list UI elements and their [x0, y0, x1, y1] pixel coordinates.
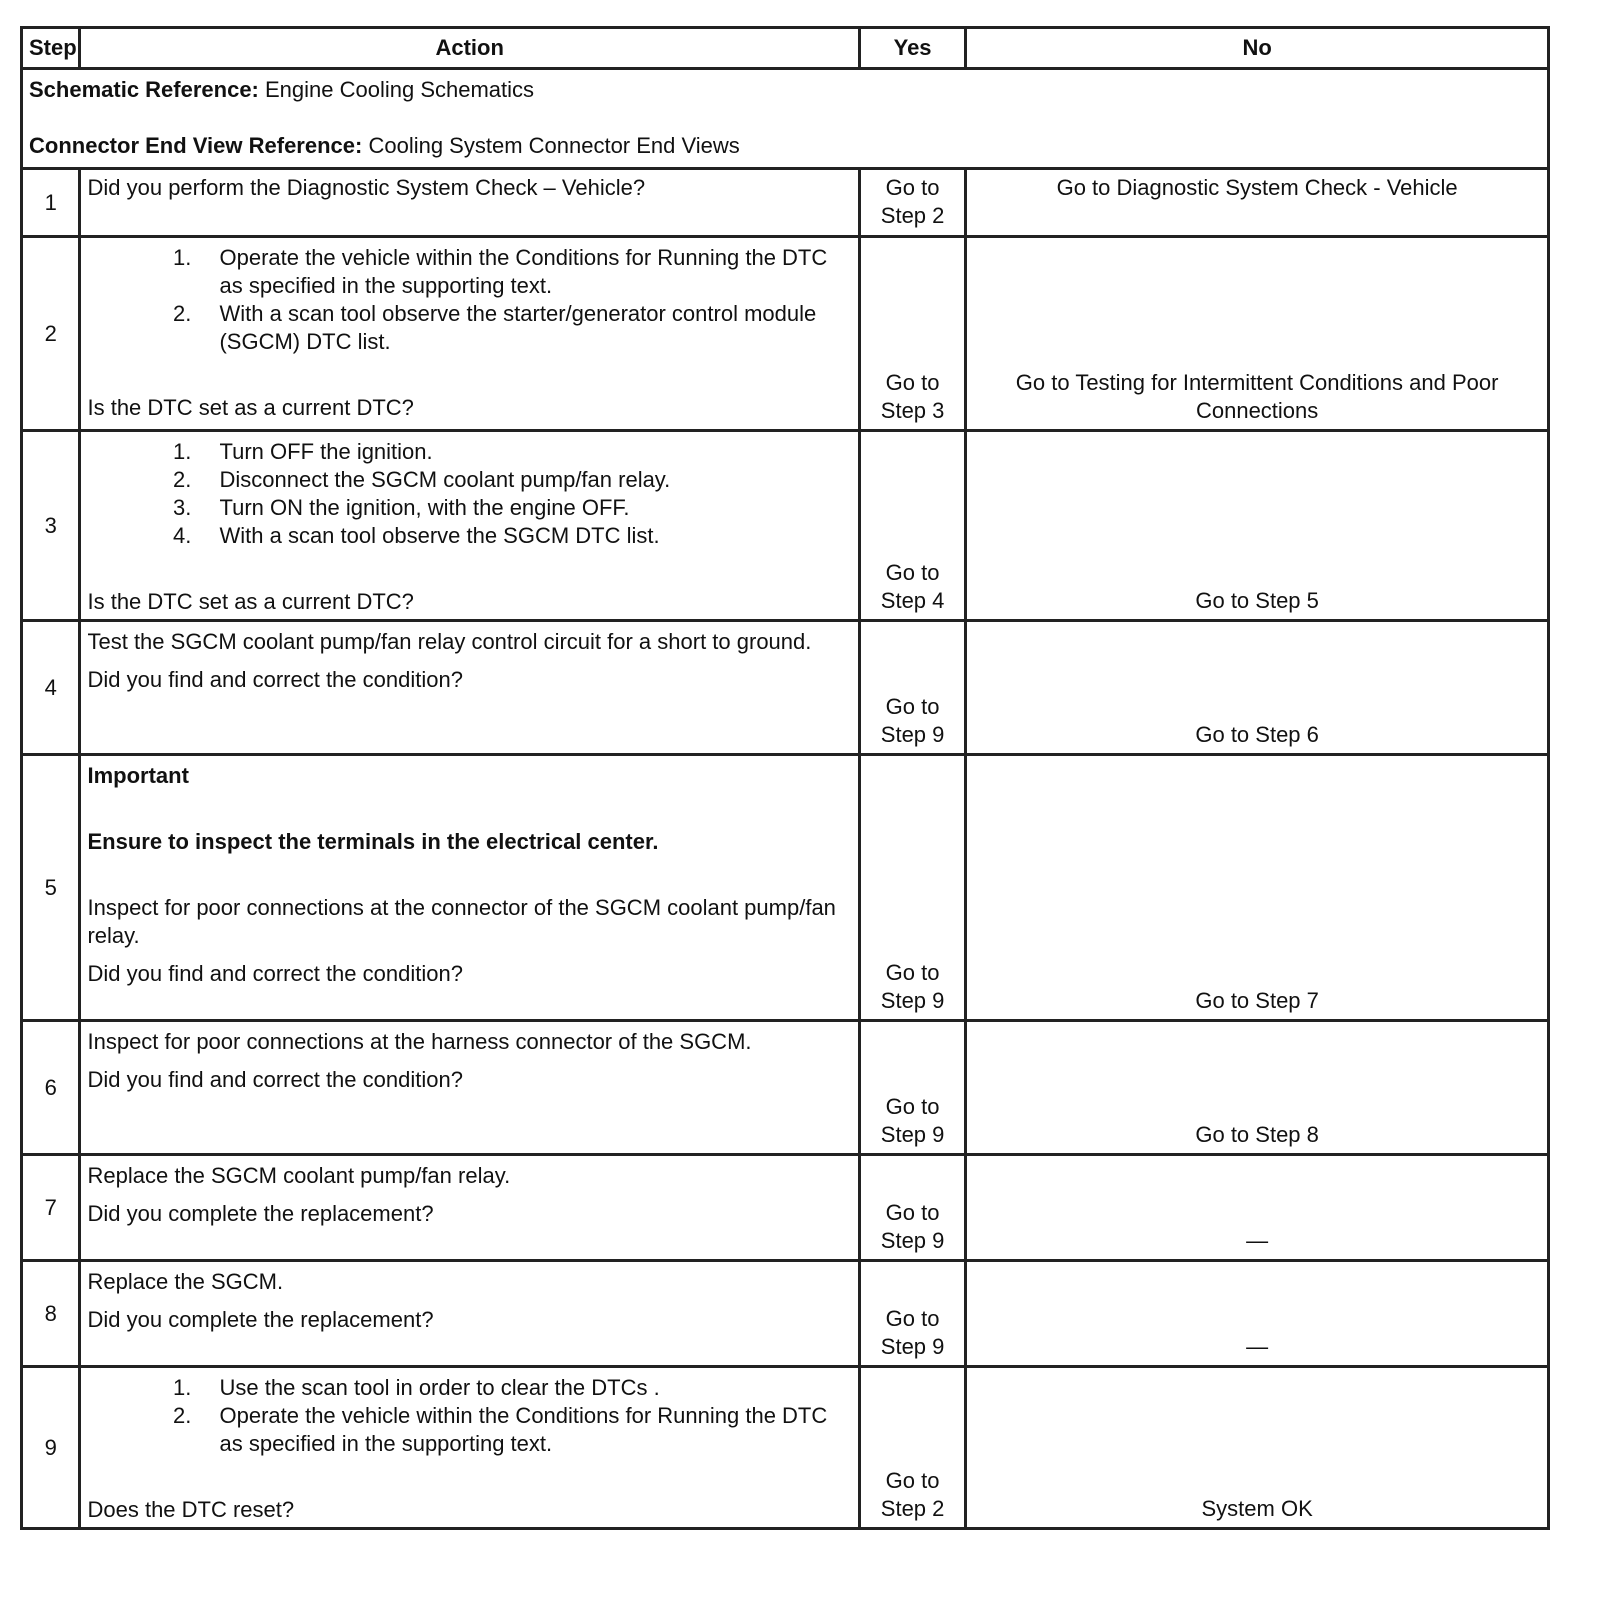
table-row [22, 169, 1549, 237]
action-question: Is the DTC set as a current DTC? [87, 395, 414, 420]
table-row [22, 1367, 1549, 1529]
step-number: 6 [22, 1021, 80, 1155]
yes-cell: Go to Step 9 [859, 1155, 965, 1261]
table-row [22, 1261, 1549, 1367]
no-cell: — [966, 1155, 1549, 1261]
action-cell [80, 621, 859, 755]
list-item: 1. Turn OFF the ignition. [197, 438, 851, 466]
schematic-reference [29, 76, 1541, 104]
diagnostic-table [20, 26, 1550, 1530]
connector-reference-value: Cooling System Connector End Views [362, 133, 740, 158]
step-number: 7 [22, 1155, 80, 1261]
action-question: Is the DTC set as a current DTC? [87, 589, 414, 614]
list-item: 1. Operate the vehicle within the Conditions for Running the DTC as specified in the supporting text. [197, 244, 851, 300]
yes-cell: Go to Step 9 [859, 1021, 965, 1155]
reference-row [22, 69, 1549, 169]
important-heading: Important [87, 763, 189, 788]
yes-cell: Go to Step 9 [859, 621, 965, 755]
table-row [22, 237, 1549, 431]
no-cell: Go to Step 5 [966, 431, 1549, 621]
action-cell [80, 237, 859, 431]
list-item: 2. With a scan tool observe the starter/generator control module (SGCM) DTC list. [197, 300, 851, 356]
no-cell: Go to Step 7 [966, 755, 1549, 1021]
table-row [22, 755, 1549, 1021]
schematic-reference-value: Engine Cooling Schematics [258, 77, 535, 102]
list-item: 4. With a scan tool observe the SGCM DTC list. [197, 522, 851, 550]
action-cell: Did you perform the Diagnostic System Check – Vehicle? [80, 169, 859, 237]
step-number: 8 [22, 1261, 80, 1367]
action-question: Did you complete the replacement? [87, 1201, 434, 1226]
action-question: Did you find and correct the condition? [87, 961, 463, 986]
action-question: Did you find and correct the condition? [87, 1067, 463, 1092]
header-no: No [966, 28, 1549, 69]
header-yes: Yes [859, 28, 965, 69]
action-cell [80, 1367, 859, 1529]
yes-cell: Go to Step 9 [859, 755, 965, 1021]
action-text: Replace the SGCM. [87, 1269, 284, 1294]
yes-cell: Go to Step 4 [859, 431, 965, 621]
important-text: Ensure to inspect the terminals in the electrical center. [87, 829, 659, 854]
action-question: Did you find and correct the condition? [87, 667, 463, 692]
table-row [22, 1155, 1549, 1261]
action-text: Inspect for poor connections at the connector of the SGCM coolant pump/fan relay. [87, 895, 836, 948]
no-cell: — [966, 1261, 1549, 1367]
step-number: 2 [22, 237, 80, 431]
header-row [22, 28, 1549, 69]
connector-reference [29, 132, 1541, 160]
action-question: Does the DTC reset? [87, 1497, 295, 1522]
yes-cell: Go to Step 2 [859, 1367, 965, 1529]
yes-cell: Go to Step 9 [859, 1261, 965, 1367]
step-number: 4 [22, 621, 80, 755]
no-cell: System OK [966, 1367, 1549, 1529]
yes-cell: Go to Step 2 [859, 169, 965, 237]
table-row [22, 431, 1549, 621]
reference-cell [22, 69, 1549, 169]
step-number: 1 [22, 169, 80, 237]
header-action: Action [80, 28, 859, 69]
step-number: 5 [22, 755, 80, 1021]
step-number: 9 [22, 1367, 80, 1529]
connector-reference-label: Connector End View Reference: [29, 133, 363, 158]
yes-cell: Go to Step 3 [859, 237, 965, 431]
list-item: 1. Use the scan tool in order to clear the DTCs . [197, 1374, 851, 1402]
table-row [22, 621, 1549, 755]
header-step: Step [22, 28, 80, 69]
step-number: 3 [22, 431, 80, 621]
action-cell [80, 1021, 859, 1155]
action-cell [80, 755, 859, 1021]
no-cell: Go to Step 8 [966, 1021, 1549, 1155]
list-item: 3. Turn ON the ignition, with the engine OFF. [197, 494, 851, 522]
action-text: Inspect for poor connections at the harness connector of the SGCM. [87, 1029, 752, 1054]
action-list [87, 244, 851, 356]
schematic-reference-label: Schematic Reference: [29, 77, 259, 102]
no-cell: Go to Diagnostic System Check - Vehicle [966, 169, 1549, 237]
list-item: 2. Disconnect the SGCM coolant pump/fan relay. [197, 466, 851, 494]
table-row [22, 1021, 1549, 1155]
action-list [87, 438, 851, 550]
action-cell [80, 1261, 859, 1367]
action-cell [80, 431, 859, 621]
action-question: Did you complete the replacement? [87, 1307, 434, 1332]
action-text: Test the SGCM coolant pump/fan relay control circuit for a short to ground. [87, 629, 812, 654]
action-list [87, 1374, 851, 1458]
list-item: 2. Operate the vehicle within the Conditions for Running the DTC as specified in the supporting text. [197, 1402, 851, 1458]
no-cell: Go to Testing for Intermittent Conditions and Poor Connections [966, 237, 1549, 431]
action-cell [80, 1155, 859, 1261]
no-cell: Go to Step 6 [966, 621, 1549, 755]
action-text: Replace the SGCM coolant pump/fan relay. [87, 1163, 511, 1188]
